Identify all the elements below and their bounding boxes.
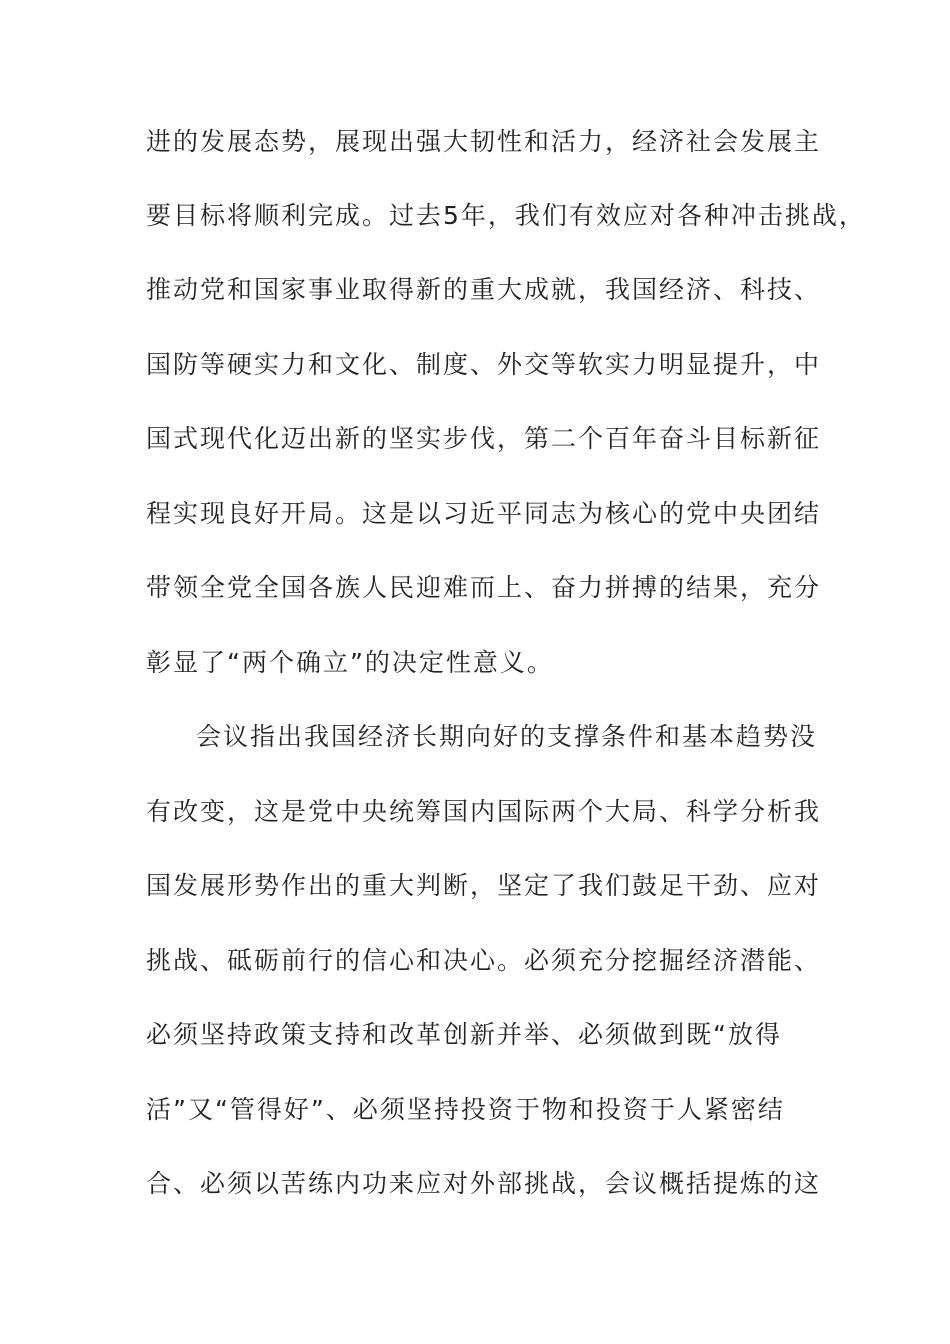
text-line: 国发展形势作出的重大判断，坚定了我们鼓足干劲、应对 [146,871,822,900]
text-line: 挑战、砥砺前行的信心和决心。必须充分挖掘经济潜能、 [146,946,822,975]
text-line: 活”又“管得好”、必须坚持投资于物和投资于人紧密结 [146,1095,785,1124]
paragraph-first-line: 会议指出我国经济长期向好的支撑条件和基本趋势没 [196,722,818,751]
text-line: 彰显了“两个确立”的决定性意义。 [146,648,554,677]
text-line: 进的发展态势，展现出强大韧性和活力，经济社会发展主 [146,127,822,156]
text-line: 必须坚持政策支持和改革创新并举、必须做到既“放得 [146,1020,782,1049]
text-line: 合、必须以苦练内功来应对外部挑战，会议概括提炼的这 [146,1169,822,1198]
text-line: 国式现代化迈出新的坚实步伐，第二个百年奋斗目标新征 [146,424,822,453]
text-line: 要目标将顺利完成。过去5年，我们有效应对各种冲击挑战， [146,201,866,230]
text-line: 有改变，这是党中央统筹国内国际两个大局、科学分析我 [146,797,822,826]
text-line: 带领全党全国各族人民迎难而上、奋力拼搏的结果，充分 [146,573,822,602]
text-line: 国防等硬实力和文化、制度、外交等软实力明显提升，中 [146,350,822,379]
text-line: 推动党和国家事业取得新的重大成就，我国经济、科技、 [146,275,822,304]
text-line: 程实现良好开局。这是以习近平同志为核心的党中央团结 [146,499,822,528]
